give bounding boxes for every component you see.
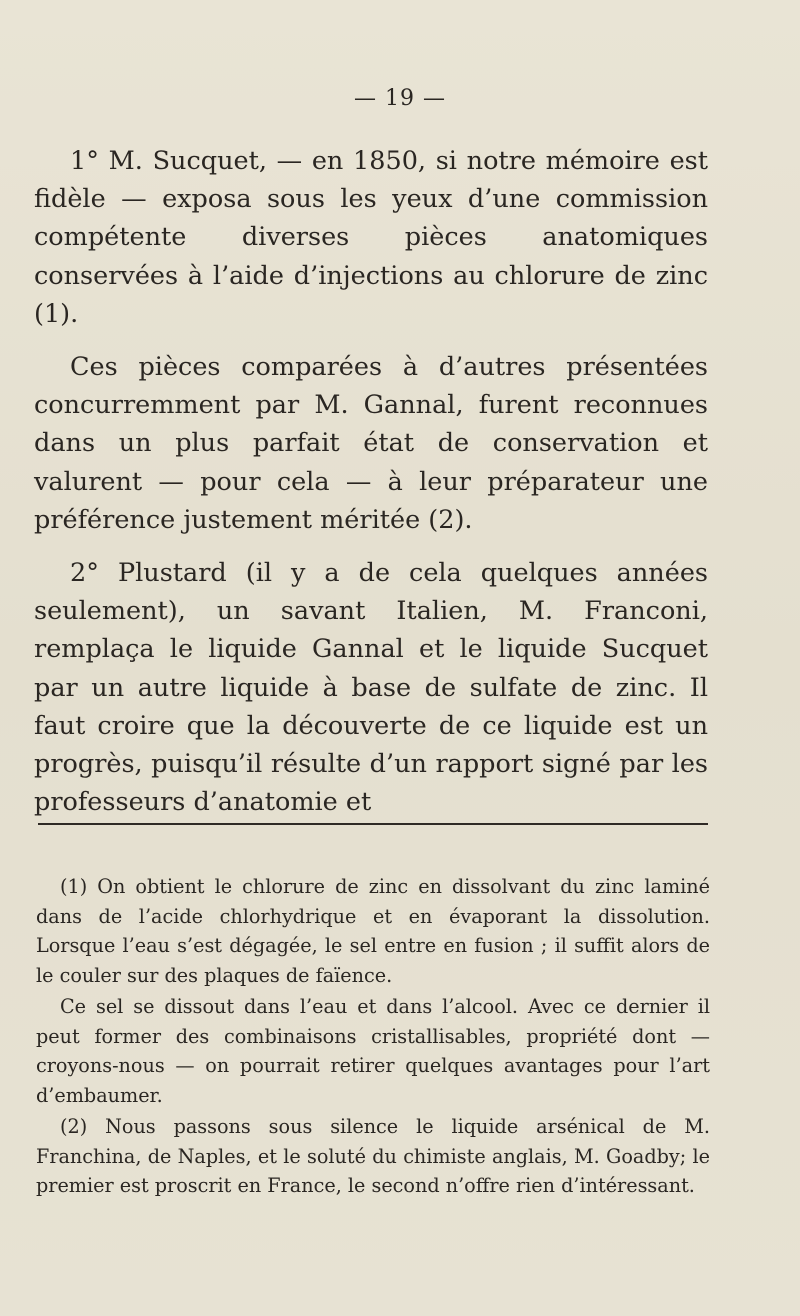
paragraph-2: Ces pièces comparées à d’autres présentées concurremment par M. Gannal, furent reconnues dans un plus parfait état de conservation et valurent — pour cela — à leur préparateur une préférence justement méritée (2). — [34, 352, 708, 535]
main-text — [34, 142, 708, 836]
paragraph-1: 1° M. Sucquet, — en 1850, si notre mémoire est fidèle — exposa sous les yeux d’une commission compétente diverses pièces anatomiques conservées à l’aide d’injections au chlorure de zinc (1). — [34, 146, 708, 329]
footnote-1-continued: Ce sel se dissout dans l’eau et dans l’alcool. Avec ce dernier il peut former des combinaisons cristallisables, propriété dont — croyons-nous — on pourrait retirer quelques avantages pour l’art d’embaumer. — [36, 995, 710, 1107]
footnote-divider — [38, 823, 708, 825]
page-number: — 19 — — [354, 86, 446, 111]
footnote-2: (2) Nous passons sous silence le liquide arsénical de M. Franchina, de Naples, et le soluté du chimiste anglais, M. Goadby; le premier est proscrit en France, le second n’offre rien d’intéressant. — [36, 1115, 710, 1197]
footnote-1: (1) On obtient le chlorure de zinc en dissolvant du zinc laminé dans de l’acide chlorhydrique et en évaporant la dissolution. Lorsque l’eau s’est dégagée, le sel entre en fusion ; il suffit alors de le couler sur des plaques de faïence. — [36, 875, 710, 987]
paragraph-3: 2° Plustard (il y a de cela quelques années seulement), un savant Italien, M. Franconi, remplaça le liquide Gannal et le liquide Sucquet par un autre liquide à base de sulfate de zinc. Il faut croire que la découverte de ce liquide est un progrès, puisqu’il résulte d’un rapport signé par les professeurs d’anatomie et — [34, 558, 708, 818]
footnotes — [36, 872, 710, 1203]
